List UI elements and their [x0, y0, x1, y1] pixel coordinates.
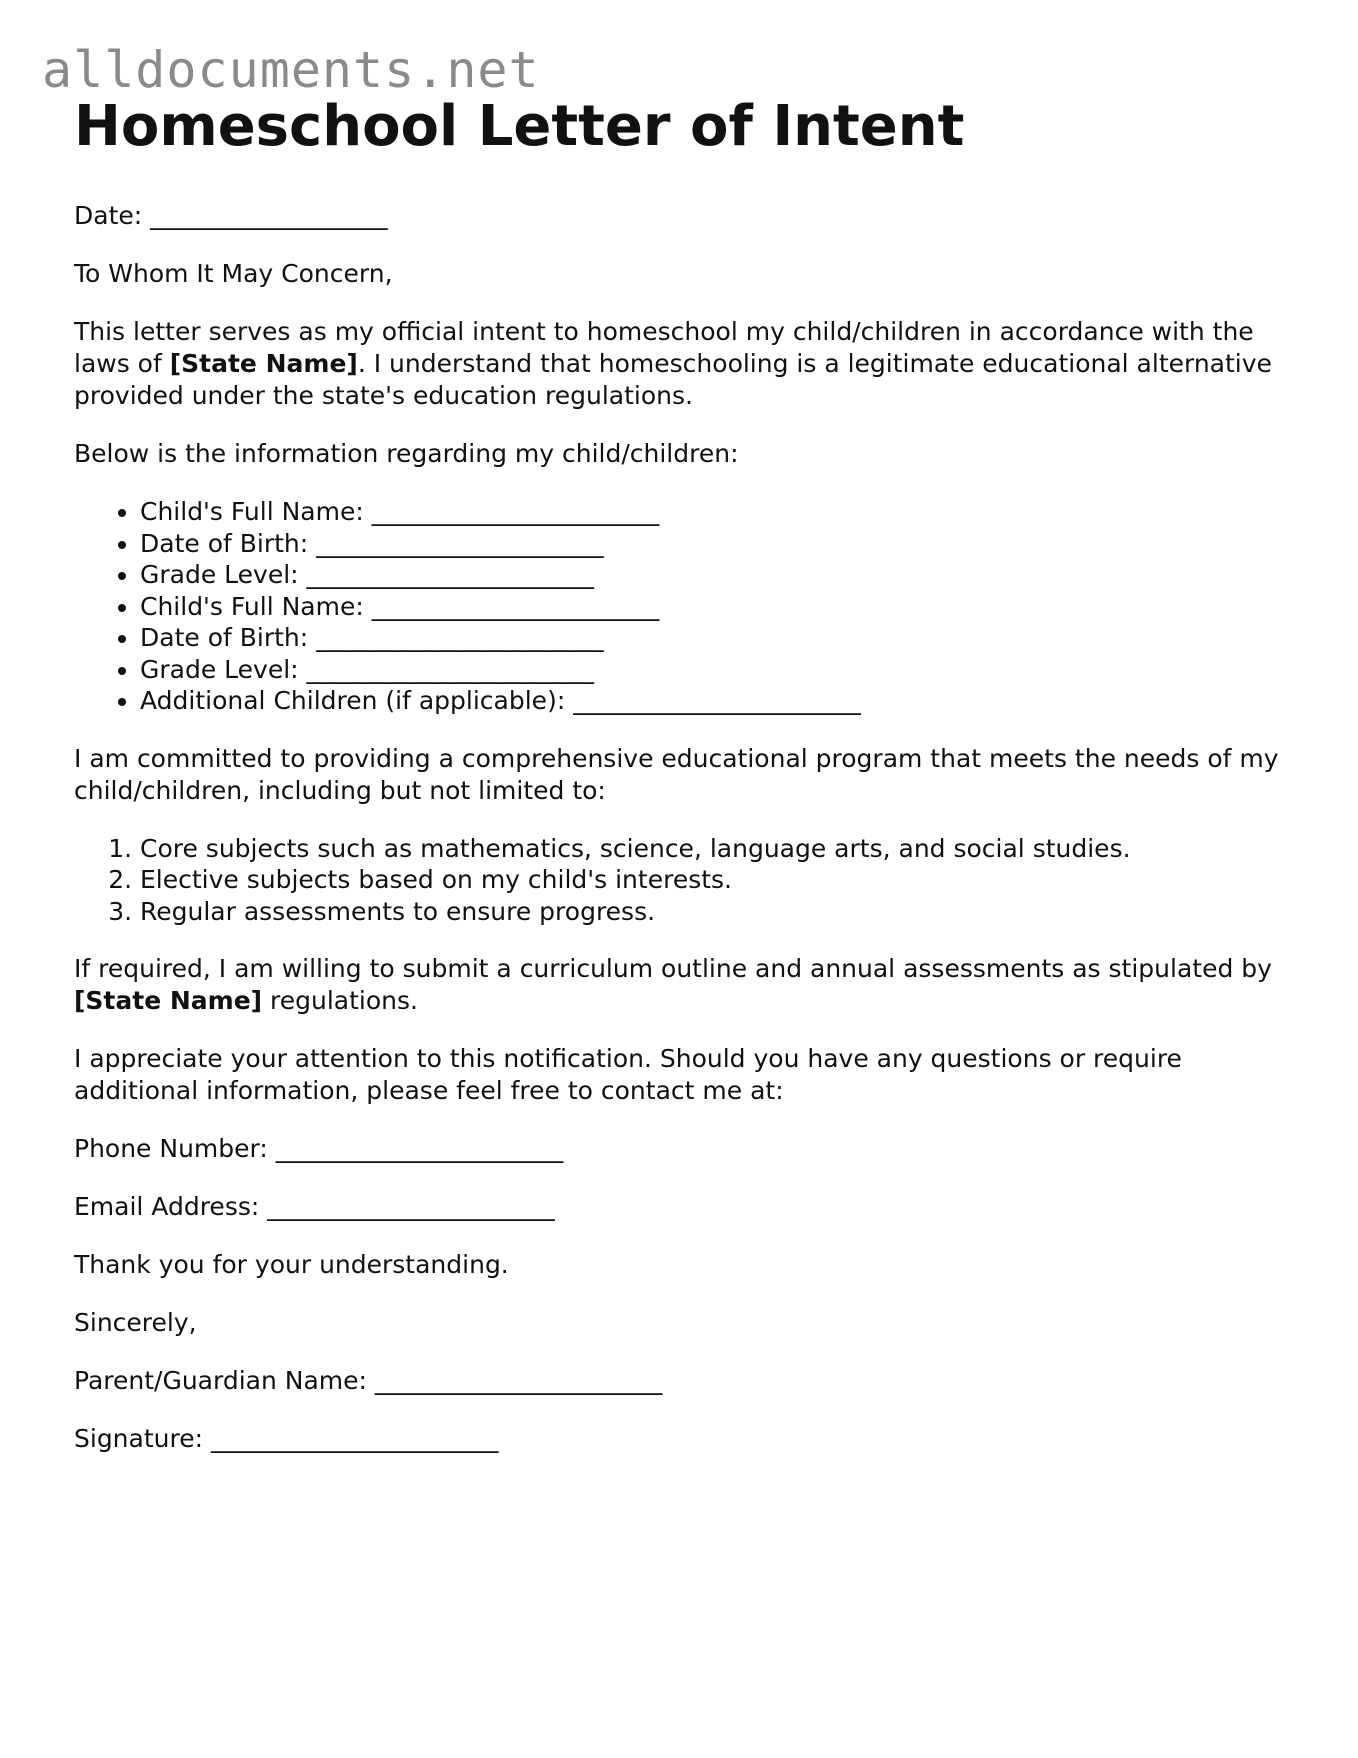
guardian-label: Parent/Guardian Name:	[74, 1366, 367, 1395]
email-line	[74, 1191, 1294, 1223]
phone-line	[74, 1133, 1294, 1165]
list-item: 3. Regular assessments to ensure progress.	[140, 896, 1294, 928]
child-info-heading: Below is the information regarding my child/children:	[74, 439, 739, 468]
date-field[interactable]: ___________________	[150, 201, 388, 230]
child-name-field[interactable]: _______________________	[371, 591, 660, 621]
letter-document	[74, 92, 1294, 1455]
list-item	[140, 559, 1294, 591]
salutation: To Whom It May Concern,	[74, 259, 393, 288]
curriculum-paragraph	[74, 953, 1294, 1017]
list-item	[140, 496, 1294, 528]
list-item	[140, 622, 1294, 654]
guardian-field[interactable]: _______________________	[374, 1366, 663, 1395]
list-item: 1. Core subjects such as mathematics, science, language arts, and social studies.	[140, 833, 1294, 865]
closing-line: Sincerely,	[74, 1308, 197, 1337]
email-label: Email Address:	[74, 1192, 260, 1221]
additional-children-label: Additional Children (if applicable):	[140, 686, 566, 715]
appreciation-paragraph: I appreciate your attention to this notification. Should you have any questions or require additional information, please feel free to contact me at:	[74, 1044, 1182, 1105]
list-item	[140, 591, 1294, 623]
intro-text-2: . I understand that homeschooling is a legitimate educational alternative provided under the state's education regulations.	[74, 349, 1272, 410]
state-name-placeholder: [State Name]	[169, 349, 358, 378]
signature-field[interactable]: _______________________	[210, 1424, 499, 1453]
watermark: alldocuments.net	[42, 41, 540, 99]
child-info-list	[74, 496, 1294, 717]
date-of-birth-label: Date of Birth:	[140, 623, 309, 652]
state-name-placeholder: [State Name]	[74, 986, 263, 1015]
child-name-field[interactable]: _______________________	[371, 497, 660, 526]
signature-label: Signature:	[74, 1424, 204, 1453]
date-label: Date:	[74, 201, 143, 230]
guardian-line	[74, 1365, 1294, 1397]
page-title: Homeschool Letter of Intent	[74, 94, 965, 159]
thanks-line: Thank you for your understanding.	[74, 1250, 509, 1279]
commitment-paragraph: I am committed to providing a comprehensive educational program that meets the needs of my child/children, including but not limited to:	[74, 743, 1279, 805]
curriculum-text-2: regulations.	[262, 986, 418, 1015]
signature-line	[74, 1423, 1294, 1455]
list-item: 2. Elective subjects based on my child's interests.	[140, 864, 1294, 896]
program-list	[74, 833, 1294, 928]
date-of-birth-field[interactable]: _______________________	[316, 528, 604, 558]
grade-level-label: Grade Level:	[140, 560, 299, 589]
email-field[interactable]: _______________________	[267, 1192, 555, 1221]
phone-label: Phone Number:	[74, 1134, 268, 1163]
grade-level-field[interactable]: _______________________	[306, 560, 595, 589]
intro-paragraph	[74, 316, 1294, 412]
date-of-birth-label: Date of Birth:	[140, 528, 309, 558]
date-of-birth-field[interactable]: _______________________	[316, 623, 604, 652]
grade-level-field[interactable]: _______________________	[306, 654, 595, 684]
phone-field[interactable]: _______________________	[275, 1134, 564, 1163]
grade-level-label: Grade Level:	[140, 654, 299, 684]
intro-text-1: This letter serves as my official intent to homeschool my child/children in accordance with the laws of	[74, 317, 1254, 378]
date-line	[74, 200, 1294, 232]
list-item	[140, 654, 1294, 686]
list-item	[140, 528, 1294, 560]
additional-children-field[interactable]: _______________________	[573, 686, 861, 715]
child-name-label: Child's Full Name:	[140, 591, 364, 621]
list-item	[140, 685, 1294, 717]
child-name-label: Child's Full Name:	[140, 497, 364, 526]
curriculum-text-1: If required, I am willing to submit a curriculum outline and annual assessments as stipulated by	[74, 954, 1272, 983]
